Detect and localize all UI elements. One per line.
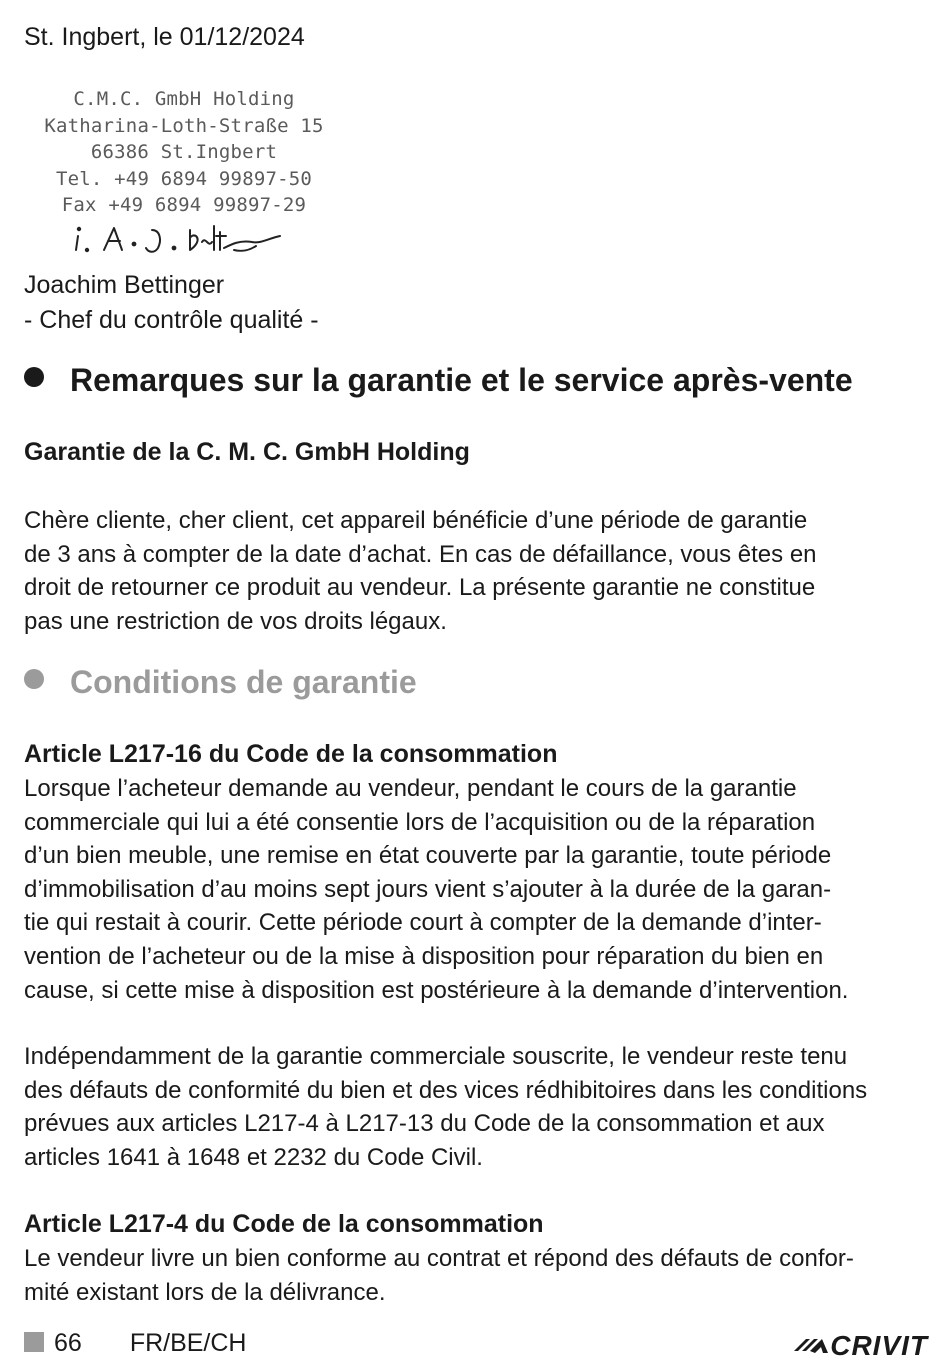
company-stamp [34, 86, 334, 219]
warranty-heading-text: Remarques sur la garantie et le service après-vente [70, 362, 853, 398]
bullet-icon [24, 367, 44, 387]
page-footer [24, 1325, 247, 1361]
stamp-line: Katharina-Loth-Straße 15 [44, 114, 324, 137]
stamp-line: Tel. +49 6894 99897-50 [55, 167, 313, 190]
text-line: de 3 ans à compter de la date d’achat. En cas de défaillance, vous êtes en [24, 540, 817, 568]
text-line: d’un bien meuble, une remise en état couverte par la garantie, toute période [24, 842, 832, 870]
text-line: Le vendeur livre un bien conforme au contrat et répond des défauts de confor- [24, 1245, 854, 1272]
text-line: droit de retourner ce produit au vendeur. La présente garantie ne constitue [24, 574, 816, 602]
place-date: St. Ingbert, le 01/12/2024 [24, 23, 305, 51]
signatory-name: Joachim Bettinger [24, 271, 225, 299]
warranty-subheading: Garantie de la C. M. C. GmbH Holding [24, 438, 470, 466]
bullet-icon [24, 669, 44, 689]
text-line: articles 1641 à 1648 et 2232 du Code Civil. [24, 1143, 483, 1171]
handwritten-signature [74, 222, 304, 258]
article1-heading: Article L217-16 du Code de la consommation [24, 740, 558, 768]
text-line: Chère cliente, cher client, cet appareil bénéficie d’une période de garantie [24, 507, 808, 534]
region-label: FR/BE/CH [129, 1329, 247, 1357]
text-line: mité existant lors de la délivrance. [24, 1278, 386, 1306]
article2-heading: Article L217-4 du Code de la consommation [24, 1210, 544, 1238]
warranty-heading [24, 360, 853, 400]
stamp-line: C.M.C. GmbH Holding [73, 88, 295, 110]
text-line: d’immobilisation d’au moins sept jours vient s’ajouter à la durée de la garan- [24, 875, 832, 903]
page-number: 66 [54, 1329, 82, 1357]
text-line: Lorsque l’acheteur demande au vendeur, pendant le cours de la garantie [24, 775, 797, 802]
text-line: tie qui restait à courir. Cette période court à compter de la demande d’inter- [24, 909, 822, 937]
crivit-logo-icon [792, 1335, 830, 1357]
text-line: pas une restriction de vos droits légaux. [24, 607, 447, 635]
text-line: cause, si cette mise à disposition est postérieure à la demande d’intervention. [24, 976, 849, 1004]
article2-paragraph [24, 1242, 928, 1309]
text-line: commerciale qui lui a été consentie lors de l’acquisition ou de la réparation [24, 808, 816, 836]
independent-paragraph [24, 1040, 928, 1174]
text-line: prévues aux articles L217-4 à L217-13 du Code de la consommation et aux [24, 1110, 825, 1138]
page-marker-icon [24, 1332, 44, 1352]
text-line: Indépendamment de la garantie commerciale souscrite, le vendeur reste tenu [24, 1043, 848, 1070]
stamp-line: 66386 St.Ingbert [90, 141, 278, 163]
conditions-heading-text: Conditions de garantie [70, 664, 417, 700]
brand-logo [792, 1330, 928, 1362]
signatory-role: - Chef du contrôle qualité - [24, 306, 319, 334]
text-line: des défauts de conformité du bien et des vices rédhibitoires dans les conditions [24, 1076, 868, 1104]
article1-paragraph [24, 772, 928, 1007]
text-line: vention de l’acheteur ou de la mise à disposition pour réparation du bien en [24, 942, 824, 970]
brand-name: CRIVIT [830, 1330, 928, 1361]
stamp-line: Fax +49 6894 99897-29 [61, 194, 307, 216]
warranty-paragraph [24, 504, 928, 638]
conditions-heading [24, 662, 417, 702]
